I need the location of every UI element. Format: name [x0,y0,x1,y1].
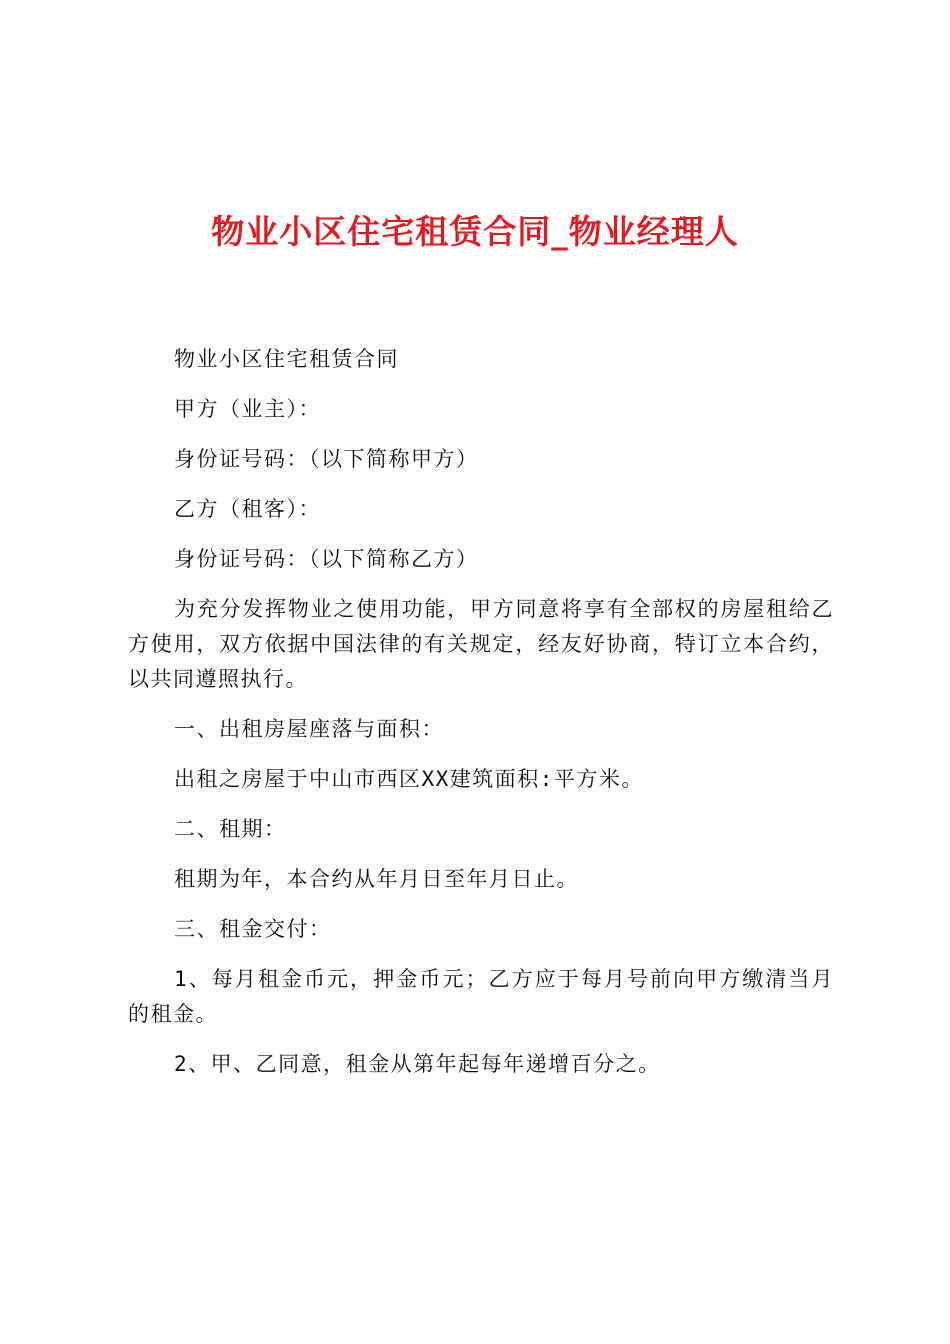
section-1-heading: 一、出租房屋座落与面积： [174,717,444,741]
document-title: 物业小区住宅租赁合同_物业经理人 [211,212,739,251]
preamble-paragraph: 为充分发挥物业之使用功能，甲方同意将享有全部权的房屋租给乙方使用，双方依据中国法律的有关规定，经友好协商，特订立本合约，以共同遵照执行。 [128,597,834,691]
section-3-item-1: 1、每月租金币元，押金币元；乙方应于每月号前向甲方缴清当月的租金。 [128,967,834,1026]
document-body [128,342,834,1097]
party-b-id-line: 身份证号码：（以下简称乙方） [174,547,479,571]
contract-heading: 物业小区住宅租赁合同 [174,347,399,371]
party-a-id-line: 身份证号码：（以下简称甲方） [174,447,479,471]
section-2-heading: 二、租期： [174,817,287,841]
section-2-content: 租期为年，本合约从年月日至年月日止。 [174,867,579,891]
section-1-content: 出租之房屋于中山市西区XX建筑面积:平方米。 [174,767,644,791]
party-b-line: 乙方（租客）： [174,497,321,521]
section-3-heading: 三、租金交付： [174,917,332,941]
party-a-line: 甲方（业主）： [174,397,321,421]
section-3-item-2: 2、甲、乙同意，租金从第年起每年递增百分之。 [174,1052,661,1076]
